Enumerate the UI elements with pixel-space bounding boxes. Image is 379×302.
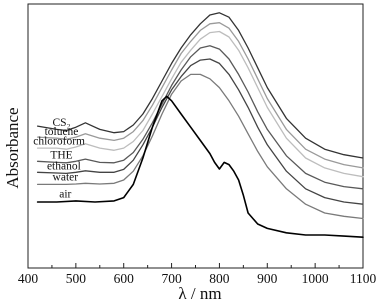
series-label-water: water xyxy=(52,171,79,184)
x-tick-label: 900 xyxy=(257,271,278,286)
x-tick-label: 600 xyxy=(113,271,134,286)
series-line-ethanol xyxy=(38,59,363,204)
series-line-water xyxy=(38,74,363,218)
y-axis-label: Absorbance xyxy=(3,107,22,189)
series-label-chloroform: chloroform xyxy=(33,135,85,148)
x-axis-label: λ / nm xyxy=(178,284,222,302)
series-line-air xyxy=(38,96,363,237)
series-lines xyxy=(38,13,363,237)
series-line-cs2 xyxy=(38,13,363,158)
series-label-air: air xyxy=(59,188,72,201)
series-label-thf: THE xyxy=(50,149,73,162)
series-line-toluene xyxy=(38,23,363,168)
x-tick-label: 800 xyxy=(209,271,230,286)
x-tick-label: 400 xyxy=(17,271,39,286)
series-label-ethanol: ethanol xyxy=(46,160,81,173)
series-label-cs2: CS₂ xyxy=(52,116,71,129)
x-tick-label: 1000 xyxy=(301,271,329,286)
series-labels xyxy=(33,117,85,201)
x-tick-label: 1100 xyxy=(349,271,377,286)
series-line-thf xyxy=(38,46,363,189)
series-label-toluene: toluene xyxy=(44,125,79,138)
x-tick-label: 500 xyxy=(65,271,86,286)
x-axis-ticks xyxy=(18,263,377,286)
x-tick-label: 700 xyxy=(161,271,182,286)
series-line-chloroform xyxy=(38,32,363,177)
